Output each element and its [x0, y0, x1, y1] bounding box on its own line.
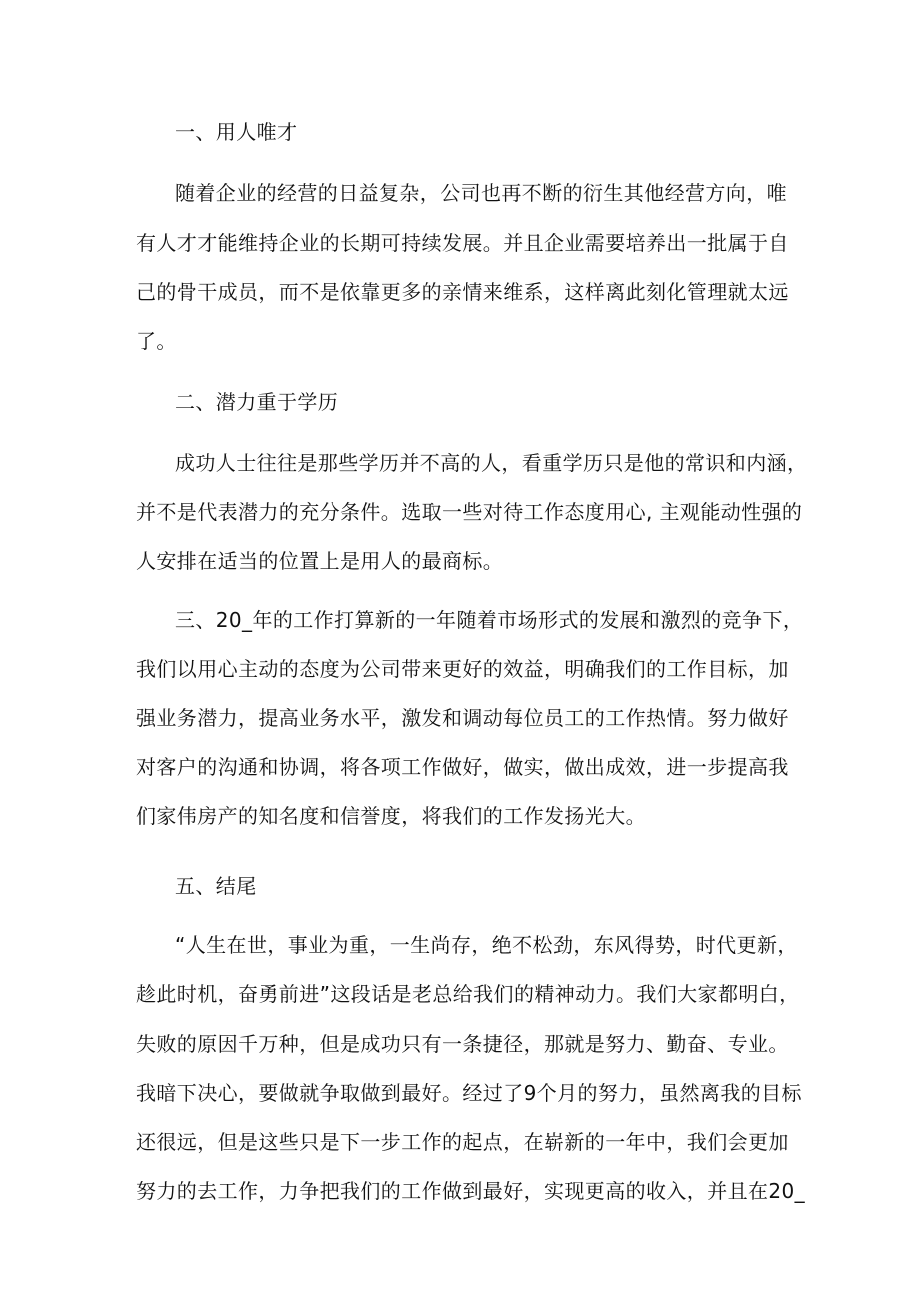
paragraph-line: 了。 [136, 329, 177, 353]
paragraph-line: 有人才才能维持企业的长期可持续发展。并且企业需要培养出一批属于自 [136, 231, 789, 255]
paragraph-line: 强业务潜力，提高业务水平，激发和调动每位员工的工作热情。努力做好 [136, 706, 789, 730]
paragraph-line: 己的骨干成员，而不是依靠更多的亲情来维系，这样离此刻化管理就太远 [136, 280, 789, 304]
paragraph-line: 失败的原因千万种，但是成功只有一条捷径，那就是努力、勤奋、专业。 [136, 1032, 789, 1056]
paragraph-line: 成功人士往往是那些学历并不高的人，看重学历只是他的常识和内涵， [175, 451, 808, 475]
paragraph-line: “人生在世，事业为重，一生尚存，绝不松劲，东风得势，时代更新， [175, 933, 798, 957]
paragraph-line: 我暗下决心，要做就争取做到最好。经过了9个月的努力，虽然离我的目标 [136, 1081, 802, 1105]
paragraph-line: 三、20_年的工作打算新的一年随着市场形式的发展和激烈的竞争下， [175, 608, 804, 632]
paragraph-line: 趁此时机，奋勇前进”这段话是老总给我们的精神动力。我们大家都明白， [136, 982, 800, 1006]
section-heading-2: 二、潜力重于学历 [175, 390, 339, 414]
paragraph-line: 人安排在适当的位置上是用人的最商标。 [136, 549, 504, 573]
paragraph-line: 我们以用心主动的态度为公司带来更好的效益，明确我们的工作目标，加 [136, 657, 789, 681]
paragraph-line: 们家伟房产的知名度和信誉度，将我们的工作发扬光大。 [136, 804, 646, 828]
section-heading-1: 一、用人唯才 [175, 120, 298, 144]
paragraph-line: 努力的去工作，力争把我们的工作做到最好，实现更高的收入，并且在20_ [136, 1179, 806, 1203]
section-heading-5: 五、结尾 [175, 874, 257, 898]
paragraph-line: 并不是代表潜力的充分条件。选取一些对待工作态度用心, 主观能动性强的 [136, 500, 803, 524]
paragraph-line: 还很远，但是这些只是下一步工作的起点，在崭新的一年中，我们会更加 [136, 1130, 789, 1154]
paragraph-line: 对客户的沟通和协调，将各项工作做好，做实，做出成效，进一步提高我 [136, 755, 789, 779]
paragraph-line: 随着企业的经营的日益复杂，公司也再不断的衍生其他经营方向，唯 [175, 181, 787, 205]
